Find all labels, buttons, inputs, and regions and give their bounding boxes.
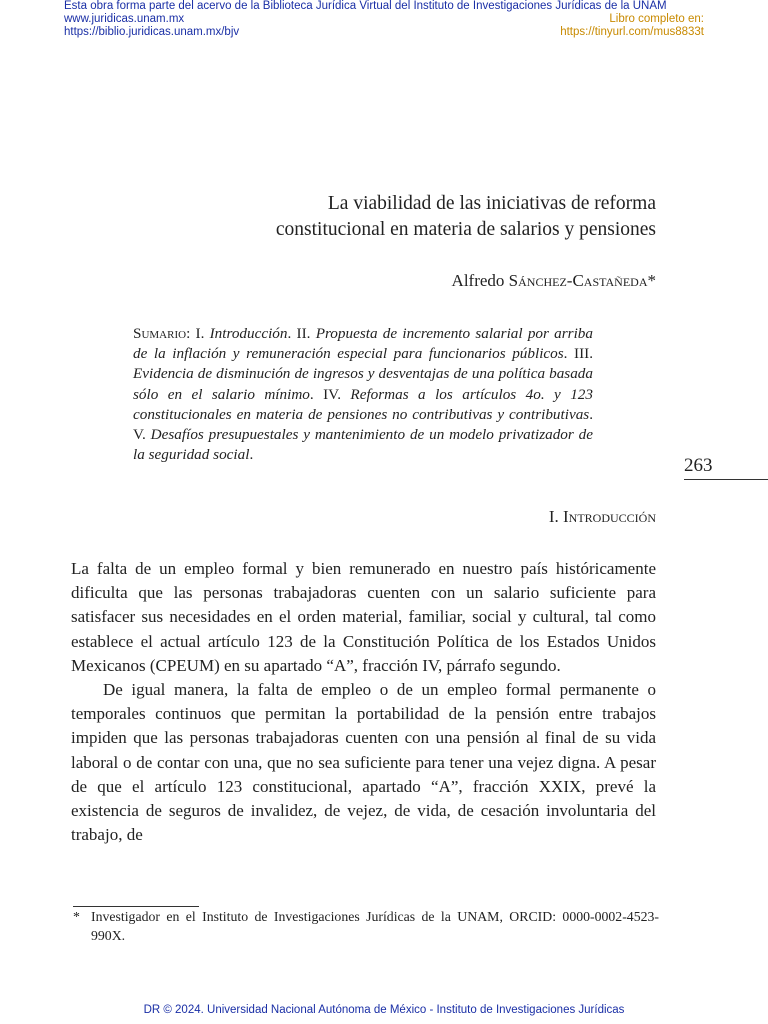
author-first-name: Alfredo [451,271,509,290]
author-footnote-mark: * [647,271,656,290]
summary-num-5: V. [133,426,146,444]
header-line-2 [64,13,704,26]
section-number: I. [548,507,563,526]
summary-label: Sumario [133,325,187,342]
full-book-label: Libro completo en: [609,13,704,25]
body-paragraph-1: La falta de un empleo formal y bien remunerado en nuestro país históricamente dificulta que las personas trabajadoras cuenten con un salario suficiente para satisfacer sus necesidades en el orden material, familiar, social y cultural, tal como establece el actual artículo 123 de la Constitución Política de los Estados Unidos Mexicanos (CPEUM) en su apartado “A”, fracción IV, párrafo segundo. [71,559,656,675]
summary-item-2: Propuesta de incremento salarial por arriba de la inflación y remuneración especial para funcionarios públicos [133,325,593,363]
header-repository-notice: Esta obra forma parte del acervo de la Biblioteca Jurídica Virtual del Instituto de Investigaciones Jurídicas de la UNAM [64,0,667,12]
chapter-title-line-1: La viabilidad de las iniciativas de reforma [327,193,656,214]
section-heading [549,506,656,528]
footnote [73,908,659,945]
body-paragraph-2: De igual manera, la falta de empleo o de un empleo formal permanente o temporales continuos que permitan la portabilidad de la pensión entre trabajos impiden que las personas trabajadoras cuenten con una pensión al final de su vida laboral o de contar con una, que no sea suficiente para tener una vejez digna. A pesar de que el artículo 123 constitucional, apartado “A”, fracción XXIX, prevé la existencia de seguros de invalidez, de vejez, de vida, de cesación involuntaria del trabajo, de [71,680,656,845]
footnote-rule [73,906,199,907]
footnote-text: Investigador en el Instituto de Investigaciones Jurídicas de la UNAM, ORCID: 0000-0002-4523-990X. [91,909,659,943]
author-last-name: Sánchez-Castañeda [508,271,648,290]
footnote-mark: * [73,909,80,924]
copyright-footer: DR © 2024. Universidad Nacional Autónoma de México - Instituto de Investigaciones Jurídicas [143,1004,625,1016]
summary-item-3: Evidencia de disminución de ingresos y desventajas de una política basada sólo en el salario mínimo [133,365,593,403]
chapter-title [136,191,656,243]
bjv-link[interactable]: https://biblio.juridicas.unam.mx/bjv [64,26,240,38]
section-title: Introducción [563,507,656,526]
body-text [71,557,656,847]
summary-num-2: II. [296,325,311,342]
header-line-1 [64,0,704,13]
summary-num-1: I. [195,325,205,342]
chapter-title-line-2: constitucional en materia de salarios y pensiones [275,219,656,240]
page-number: 263 [684,455,768,480]
juridicas-link[interactable]: www.juridicas.unam.mx [64,13,185,25]
author-name [452,270,656,292]
summary-item-1: Introducción [209,325,288,342]
header-line-3 [64,26,704,39]
full-book-link[interactable]: https://tinyurl.com/mus8833t [560,26,704,38]
summary-block: Sumario: I. Introducción. II. Propuesta de incremento salarial por arriba de la inflación y remuneración especial para funcionarios públicos. III. Evidencia de disminución de ingresos y desventajas de una política basada sólo en el salario mínimo. IV. Reformas a los artículos 4o. y 123 constitucionales en materia de pensiones no contributivas y contributivas. V. Desafíos presupuestales y mantenimiento de un modelo privatizador de la seguridad social. [133,325,594,464]
summary-num-3: III. [574,345,594,363]
summary-item-5: Desafíos presupuestales y mantenimiento de un modelo privatizador de la seguridad social [133,426,593,464]
summary-item-4: Reformas a los artículos 4o. y 123 constitucionales en materia de pensiones no contributivas y contributivas [133,385,593,423]
summary-num-4: IV. [323,385,341,403]
